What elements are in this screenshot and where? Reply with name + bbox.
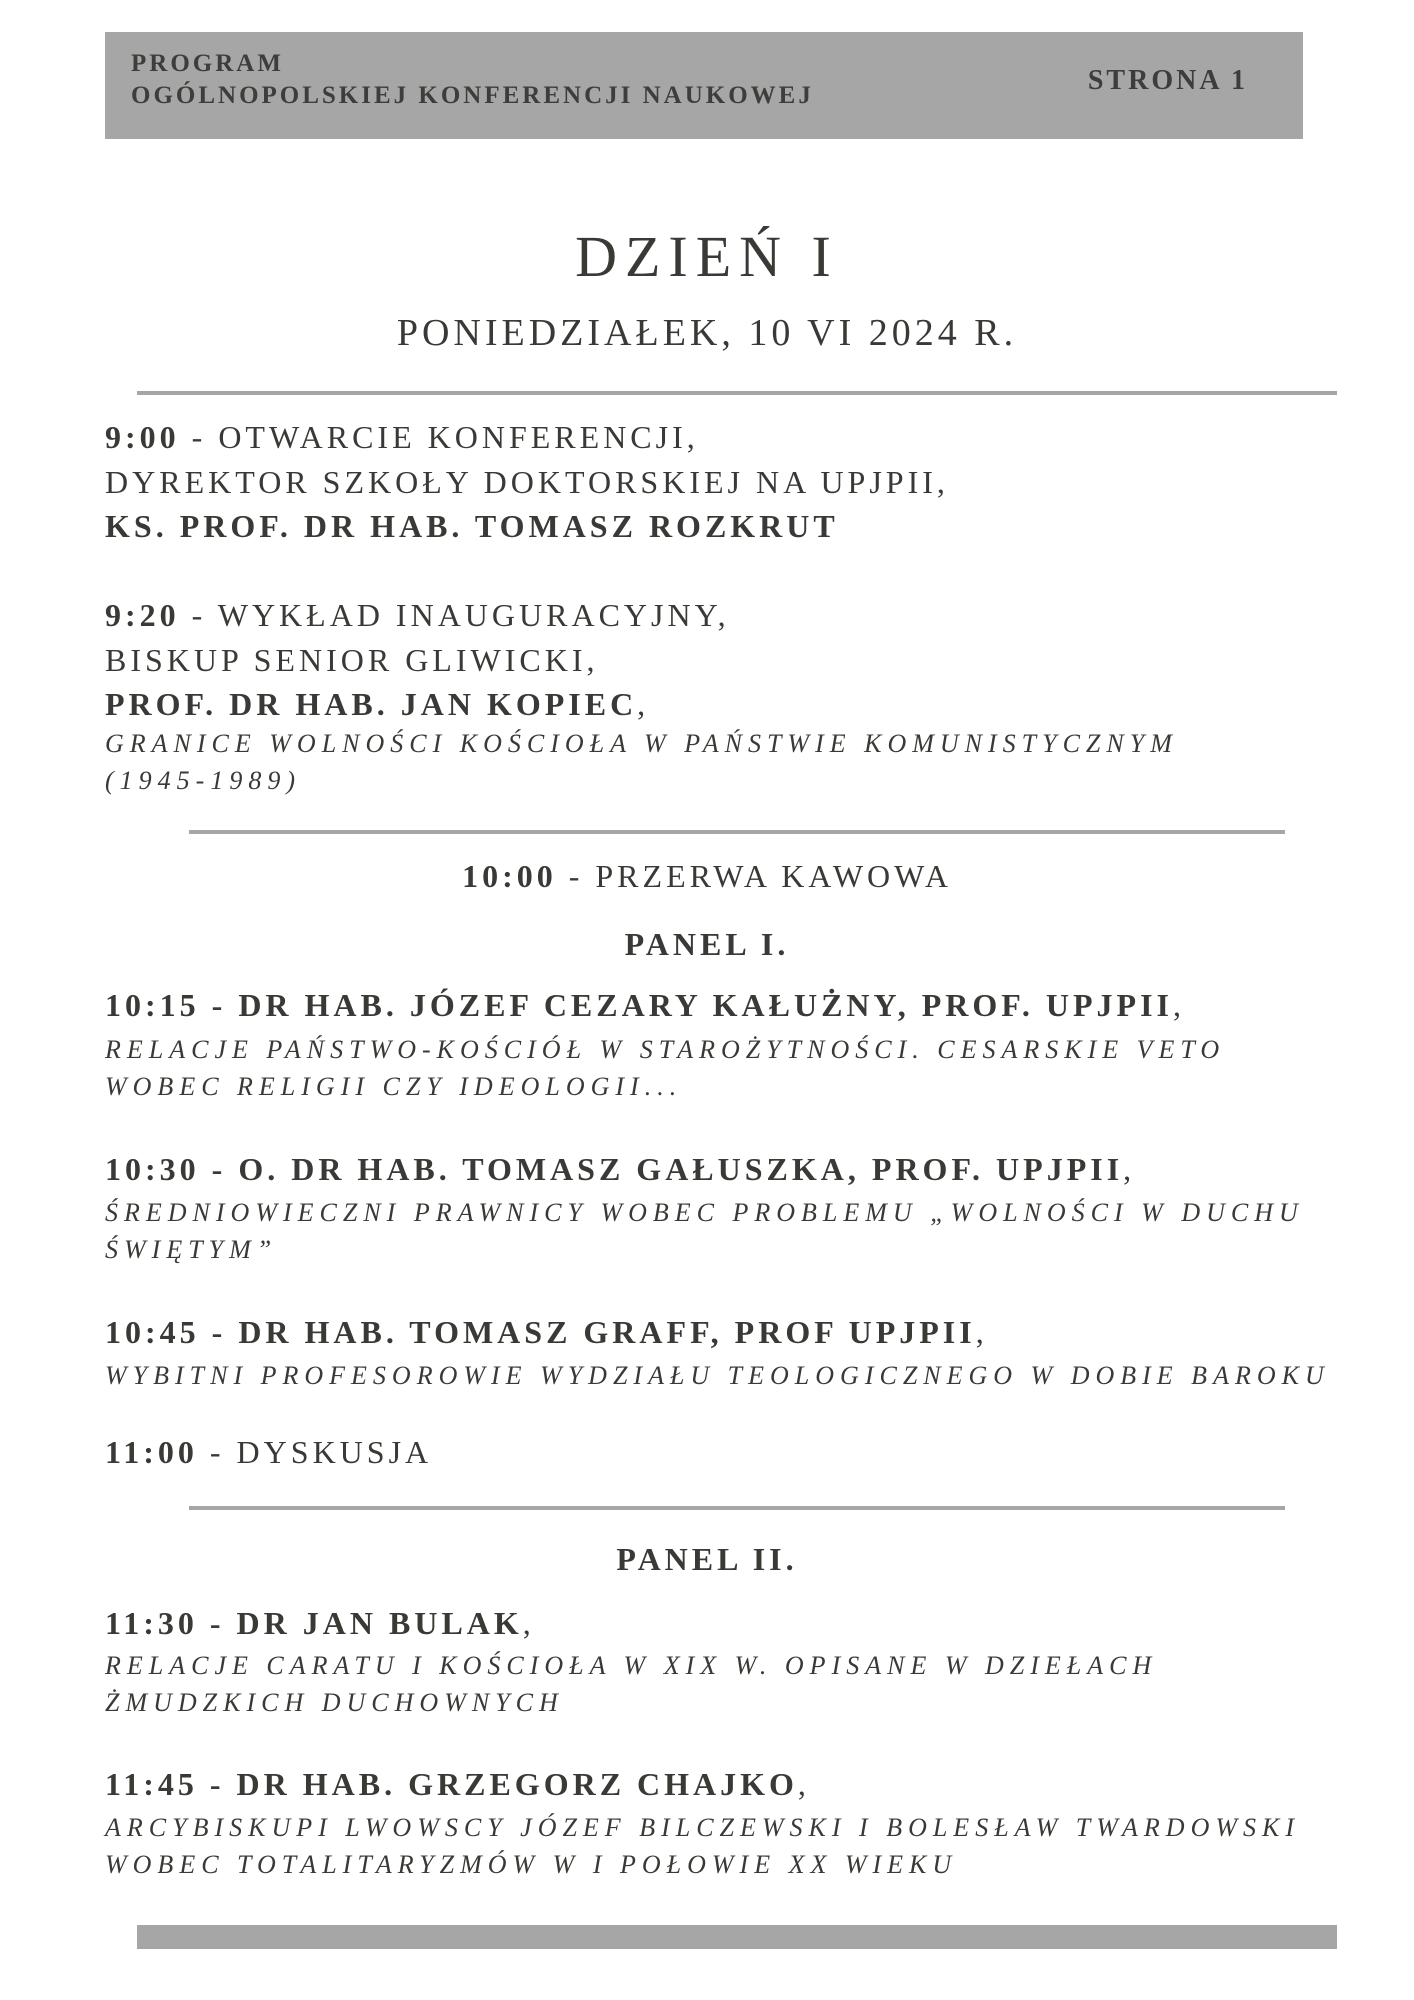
header-title-line1: PROGRAM [131,50,284,77]
panel1-talk1-topic-line1: RELACJE PAŃSTWO-KOŚCIÓŁ W STAROŻYTNOŚCI. CESARSKIE VETO [105,1035,1226,1064]
opening-line [105,418,699,456]
lecture-line [105,596,730,634]
panel1-talk1-topic-line2: WOBEC RELIGII CZY IDEOLOGII... [105,1072,683,1101]
panel1-talk3-topic-line1: WYBITNI PROFESOROWIE WYDZIAŁU TEOLOGICZNEGO W DOBIE BAROKU [105,1361,1330,1390]
panel2-talk2 [105,1765,810,1803]
panel1-title: PANEL I. [624,926,790,962]
panel1-talk1-comma: , [1172,987,1185,1023]
day-date: PONIEDZIAŁEK, 10 VI 2024 R. [396,312,1018,354]
lecture-topic-line1: GRANICE WOLNOŚCI KOŚCIOŁA W PAŃSTWIE KOMUNISTYCZNYM [105,729,1178,758]
lecture-speaker [105,685,649,723]
panel1-talk2-comma: , [1123,1151,1136,1187]
header-title-line2: OGÓLNOPOLSKIEJ KONFERENCJI NAUKOWEJ [131,82,814,109]
discussion-time: 11:00 [105,1434,198,1470]
opening-role: DYREKTOR SZKOŁY DOKTORSKIEJ NA UPJPII, [105,464,949,500]
coffee-break [0,857,1414,895]
divider-before-break [189,830,1285,834]
panel2-talk1-speaker: 11:30 - DR JAN BULAK [105,1605,523,1641]
panel2-talk1-topic-line2: ŻMUDZKICH DUCHOWNYCH [105,1688,564,1717]
divider-top [137,391,1337,395]
panel1-talk2 [105,1150,1135,1188]
coffee-title: - PRZERWA KAWOWA [556,858,952,894]
page-number: STRONA 1 [1087,65,1248,96]
header-title [131,48,814,112]
opening-speaker-name: KS. PROF. DR HAB. TOMASZ ROZKRUT [105,508,839,544]
panel1-talk2-speaker: 10:30 - O. DR HAB. TOMASZ GAŁUSZKA, PROF. UPJPII [105,1151,1124,1187]
day-title: DZIEŃ I [575,224,839,289]
lecture-topic-line2: (1945-1989) [105,766,301,795]
panel1-discussion [105,1433,432,1471]
panel2-talk1-topic-line1: RELACJE CARATU I KOŚCIOŁA W XIX W. OPISANE W DZIEŁACH [105,1651,1158,1680]
panel1-talk1 [105,986,1185,1024]
panel2-heading [0,1540,1414,1578]
lecture-time: 9:20 [105,597,180,633]
opening-time: 9:00 [105,419,180,455]
panel1-talk3 [105,1313,988,1351]
panel2-talk2-topic-line1: ARCYBISKUPI LWOWSCY JÓZEF BILCZEWSKI I BOLESŁAW TWARDOWSKI [105,1813,1301,1842]
panel1-talk2-topic-line2: ŚWIĘTYM” [105,1235,278,1264]
header-bar [105,32,1303,139]
lecture-speaker-comma: , [637,686,650,722]
panel2-talk2-comma: , [797,1766,810,1802]
panel1-talk3-comma: , [975,1314,988,1350]
panel1-talk1-speaker: 10:15 - DR HAB. JÓZEF CEZARY KAŁUŻNY, PROF. UPJPII [105,987,1173,1023]
opening-speaker [105,507,839,545]
panel2-talk1-comma: , [522,1605,535,1641]
coffee-time: 10:00 [462,858,557,894]
footer-bar [137,1925,1337,1949]
panel2-talk2-speaker: 11:45 - DR HAB. GRZEGORZ CHAJKO [105,1766,798,1802]
panel1-talk3-speaker: 10:45 - DR HAB. TOMASZ GRAFF, PROF UPJPII [105,1314,976,1350]
lecture-role: BISKUP SENIOR GLIWICKI, [105,642,599,678]
panel1-talk2-topic-line1: ŚREDNIOWIECZNI PRAWNICY WOBEC PROBLEMU „WOLNOŚCI W DUCHU [105,1198,1304,1227]
lecture-title: - WYKŁAD INAUGURACYJNY, [179,597,730,633]
lecture-speaker-name: PROF. DR HAB. JAN KOPIEC [105,686,638,722]
panel2-title: PANEL II. [616,1541,798,1577]
discussion-title: - DYSKUSJA [197,1434,433,1470]
divider-before-panel2 [189,1506,1285,1510]
opening-title: - OTWARCIE KONFERENCJI, [179,419,699,455]
panel2-talk1 [105,1604,535,1642]
panel1-heading [0,925,1414,963]
panel2-talk2-topic-line2: WOBEC TOTALITARYZMÓW W I POŁOWIE XX WIEKU [105,1850,958,1879]
